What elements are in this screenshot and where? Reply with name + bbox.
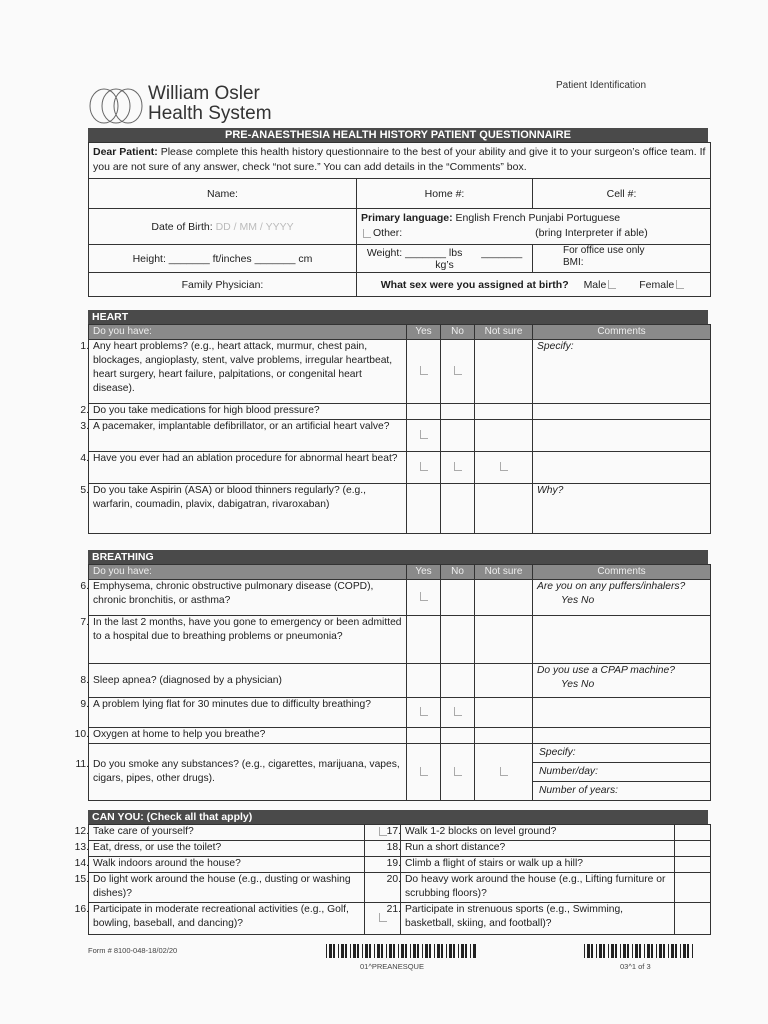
osler-logo bbox=[88, 84, 308, 128]
q6-no-checkbox[interactable] bbox=[441, 580, 475, 616]
rings-logo-icon bbox=[88, 86, 144, 126]
q7-no-checkbox[interactable] bbox=[441, 616, 475, 664]
can-you-table bbox=[74, 824, 711, 935]
q2-comment[interactable] bbox=[533, 404, 711, 420]
office-use-bmi: For office use only BMI: bbox=[533, 245, 711, 273]
col-no: No bbox=[441, 565, 475, 580]
family-physician-field[interactable]: Family Physician: bbox=[89, 273, 357, 297]
q11-yes-checkbox[interactable] bbox=[407, 744, 441, 801]
heart-section-title: HEART bbox=[88, 310, 708, 324]
q3-comment[interactable] bbox=[533, 420, 711, 452]
col-not-sure: Not sure bbox=[475, 565, 533, 580]
q9-comment[interactable] bbox=[533, 698, 711, 728]
question-3: 3. A pacemaker, implantable defibrillator, or an artificial heart valve? bbox=[89, 420, 407, 452]
question-8: 8. Sleep apnea? (diagnosed by a physician) bbox=[89, 664, 407, 698]
heart-table bbox=[80, 324, 711, 534]
barcode-icon bbox=[584, 944, 694, 958]
question-12: 12. Take care of yourself? bbox=[89, 825, 365, 841]
question-11: 11. Do you smoke any substances? (e.g., cigarettes, marijuana, vapes, cigars, pipes, other drugs). bbox=[89, 744, 407, 801]
question-21: 21. Participate in strenuous sports (e.g., Swimming, basketball, skiing, and football)? bbox=[401, 903, 675, 935]
question-5: 5. Do you take Aspirin (ASA) or blood thinners regularly? (e.g., warfarin, coumadin, plavix, dabigatran, rivaroxaban) bbox=[89, 484, 407, 534]
q2-yes-checkbox[interactable] bbox=[407, 404, 441, 420]
q1-comment[interactable]: Specify: bbox=[533, 340, 711, 404]
question-18: 18. Run a short distance? bbox=[401, 841, 675, 857]
home-phone-field[interactable]: Home #: bbox=[357, 179, 533, 209]
q10-no-checkbox[interactable] bbox=[441, 728, 475, 744]
breathing-table bbox=[74, 564, 711, 801]
question-10: 10. Oxygen at home to help you breathe? bbox=[89, 728, 407, 744]
col-no: No bbox=[441, 325, 475, 340]
q7-notsure-checkbox[interactable] bbox=[475, 616, 533, 664]
weight-field[interactable]: Weight: _______ lbs _______ kg’s bbox=[357, 245, 533, 273]
question-2: 2. Do you take medications for high blood pressure? bbox=[89, 404, 407, 420]
col-comments: Comments bbox=[533, 565, 711, 580]
q8-notsure-checkbox[interactable] bbox=[475, 664, 533, 698]
smoke-number-of-years[interactable]: Number of years: bbox=[539, 785, 618, 796]
q8-comment[interactable]: Do you use a CPAP machine? Yes No bbox=[533, 664, 711, 698]
form-number: Form # 8100-048-18/02/20 bbox=[88, 946, 178, 955]
q18-checkbox[interactable] bbox=[675, 841, 711, 857]
question-16: 16. Participate in moderate recreational activities (e.g., Golf, bowling, baseball, and dancing)? bbox=[89, 903, 365, 935]
form-title: PRE-ANAESTHESIA HEALTH HISTORY PATIENT QUESTIONNAIRE bbox=[88, 128, 708, 142]
barcode-1-label: 01^PREANESQUE bbox=[360, 962, 424, 971]
page-number: 03^1 of 3 bbox=[620, 962, 651, 971]
question-4: 4. Have you ever had an ablation procedure for abnormal heart beat? bbox=[89, 452, 407, 484]
question-6: 6. Emphysema, chronic obstructive pulmonary disease (COPD), chronic bronchitis, or asthma? bbox=[89, 580, 407, 616]
height-field[interactable]: Height: _______ ft/inches _______ cm bbox=[89, 245, 357, 273]
col-not-sure: Not sure bbox=[475, 325, 533, 340]
q4-comment[interactable] bbox=[533, 452, 711, 484]
breathing-section-title: BREATHING bbox=[88, 550, 708, 564]
smoke-specify[interactable]: Specify: bbox=[533, 744, 710, 763]
q1-yes-checkbox[interactable] bbox=[407, 340, 441, 404]
q9-yes-checkbox[interactable] bbox=[407, 698, 441, 728]
q11-notsure-checkbox[interactable] bbox=[475, 744, 533, 801]
col-comments: Comments bbox=[533, 325, 711, 340]
question-17: 17. Walk 1-2 blocks on level ground? bbox=[401, 825, 675, 841]
barcode-icon bbox=[326, 944, 474, 958]
q3-yes-checkbox[interactable] bbox=[407, 420, 441, 452]
q3-notsure-checkbox[interactable] bbox=[475, 420, 533, 452]
question-7: 7. In the last 2 months, have you gone to emergency or been admitted to a hospital due to breathing problems or pneumonia? bbox=[89, 616, 407, 664]
q1-notsure-checkbox[interactable] bbox=[475, 340, 533, 404]
q4-notsure-checkbox[interactable] bbox=[475, 452, 533, 484]
question-1: 1. Any heart problems? (e.g., heart attack, murmur, chest pain, blockages, angioplasty, stent, valve problems, irregular heartbeat, heart surgery, heart failure, palpitations, or congenital heart disease). bbox=[89, 340, 407, 404]
q11-no-checkbox[interactable] bbox=[441, 744, 475, 801]
q7-comment[interactable] bbox=[533, 616, 711, 664]
intro-text: Dear Patient: Please complete this health history questionnaire to the best of your ability and give it to your surgeon’s office team. If you are not sure of any answer, check “not sure.” You can add details in the “Comments” box. bbox=[89, 143, 711, 179]
q8-yes-checkbox[interactable] bbox=[407, 664, 441, 698]
q5-no-checkbox[interactable] bbox=[441, 484, 475, 534]
dob-field[interactable]: Date of Birth: DD / MM / YYYY bbox=[89, 209, 357, 245]
col-do-you-have: Do you have: bbox=[89, 325, 407, 340]
question-20: 20. Do heavy work around the house (e.g., Lifting furniture or scrubbing floors)? bbox=[401, 873, 675, 903]
logo-text-line1: William Osler bbox=[148, 83, 260, 104]
question-19: 19. Climb a flight of stairs or walk up a hill? bbox=[401, 857, 675, 873]
q5-notsure-checkbox[interactable] bbox=[475, 484, 533, 534]
q10-yes-checkbox[interactable] bbox=[407, 728, 441, 744]
q9-no-checkbox[interactable] bbox=[441, 698, 475, 728]
question-13: 13. Eat, dress, or use the toilet? bbox=[89, 841, 365, 857]
q7-yes-checkbox[interactable] bbox=[407, 616, 441, 664]
q4-no-checkbox[interactable] bbox=[441, 452, 475, 484]
q1-no-checkbox[interactable] bbox=[441, 340, 475, 404]
question-15: 15. Do light work around the house (e.g., dusting or washing dishes)? bbox=[89, 873, 365, 903]
q6-comment[interactable]: Are you on any puffers/inhalers? Yes No bbox=[533, 580, 711, 616]
q2-notsure-checkbox[interactable] bbox=[475, 404, 533, 420]
q6-yes-checkbox[interactable] bbox=[407, 580, 441, 616]
q10-notsure-checkbox[interactable] bbox=[475, 728, 533, 744]
cell-phone-field[interactable]: Cell #: bbox=[533, 179, 711, 209]
can-you-section-title: CAN YOU: (Check all that apply) bbox=[88, 810, 708, 824]
language-field[interactable]: Primary language: English French Punjabi Portuguese Other: (bring Interpreter if able) bbox=[357, 209, 711, 245]
q5-yes-checkbox[interactable] bbox=[407, 484, 441, 534]
question-14: 14. Walk indoors around the house? bbox=[89, 857, 365, 873]
q2-no-checkbox[interactable] bbox=[441, 404, 475, 420]
q10-comment[interactable] bbox=[533, 728, 711, 744]
q19-checkbox[interactable] bbox=[675, 857, 711, 873]
sex-at-birth-field[interactable]: What sex were you assigned at birth? Male Female bbox=[357, 273, 711, 297]
question-9: 9. A problem lying flat for 30 minutes due to difficulty breathing? bbox=[89, 698, 407, 728]
smoke-number-per-day[interactable]: Number/day: bbox=[533, 763, 710, 782]
q8-no-checkbox[interactable] bbox=[441, 664, 475, 698]
q5-comment[interactable]: Why? bbox=[533, 484, 711, 534]
logo-text-line2: Health System bbox=[148, 103, 272, 124]
q3-no-checkbox[interactable] bbox=[441, 420, 475, 452]
q17-checkbox[interactable] bbox=[675, 825, 711, 841]
col-yes: Yes bbox=[407, 325, 441, 340]
q4-yes-checkbox[interactable] bbox=[407, 452, 441, 484]
q20-checkbox[interactable] bbox=[675, 873, 711, 903]
col-yes: Yes bbox=[407, 565, 441, 580]
q21-checkbox[interactable] bbox=[675, 903, 711, 935]
q11-smoking-details[interactable] bbox=[533, 744, 711, 801]
q6-notsure-checkbox[interactable] bbox=[475, 580, 533, 616]
patient-identification-label: Patient Identification bbox=[556, 80, 647, 91]
name-field[interactable]: Name: bbox=[89, 179, 357, 209]
q9-notsure-checkbox[interactable] bbox=[475, 698, 533, 728]
col-do-you-have: Do you have: bbox=[89, 565, 407, 580]
patient-info-table bbox=[88, 142, 711, 297]
